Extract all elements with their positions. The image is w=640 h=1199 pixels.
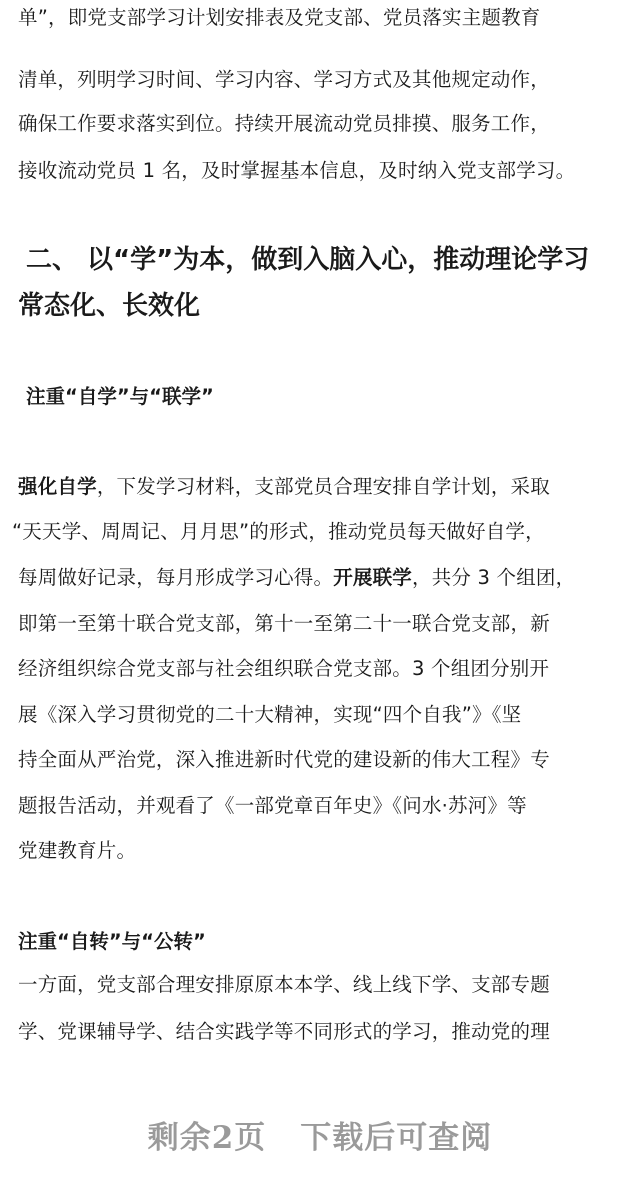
para1-line-4: 即第一至第十联合党支部，第十一至第二十一联合党支部，新 (18, 612, 550, 635)
para1-line-3-pre: 每周做好记录，每月形成学习心得。 (18, 566, 334, 589)
para1-line-9: 党建教育片。 (18, 839, 137, 862)
lead-bold-joint-study: 开展联学 (333, 566, 413, 589)
download-to-view-text: 下载后可查阅 (300, 1120, 493, 1156)
para1-line-3 (18, 564, 628, 592)
lead-bold-self-study: 强化自学 (18, 475, 97, 498)
intro-line-2: 清单，列明学习时间、学习内容、学习方式及其他规定动作， (18, 68, 550, 91)
para1-line-7: 持全面从严治党，深入推进新时代党的建设新的伟大工程》专 (18, 748, 550, 771)
para2-line-2: 学、党课辅导学、结合实践学等不同形式的学习，推动党的理 (18, 1020, 550, 1043)
para1-line-5: 经济组织综合党支部与社会组织联合党支部。3 个组团分别开 (18, 657, 550, 680)
para1-line-1 (18, 473, 628, 501)
intro-line-4: 接收流动党员 1 名，及时掌握基本信息，及时纳入党支部学习。 (18, 159, 576, 182)
subheading-self-study: 注重“自学”与“联学” (26, 385, 214, 408)
para2-line-1: 一方面，党支部合理安排原原本本学、线上线下学、支部专题 (18, 973, 550, 996)
download-notice[interactable] (0, 1112, 640, 1162)
para1-line-6: 展《深入学习贯彻党的二十大精神，实现“四个自我”》《坚 (18, 703, 522, 726)
section-heading-line-1: 二、 以“学”为本，做到入脑入心，推动理论学习 (26, 245, 590, 275)
para1-line-3-post: ，共分 3 个组团， (412, 566, 576, 589)
para1-line-1-text: ，下发学习材料，支部党员合理安排自学计划，采取 (96, 475, 550, 498)
section-heading-line-2: 常态化、长效化 (18, 291, 201, 321)
para1-line-8: 题报告活动，并观看了《一部党章百年史》《问水·苏河》等 (18, 794, 527, 817)
subheading-rotation: 注重“自转”与“公转” (18, 930, 206, 953)
remaining-pages-text: 剩余2页 (147, 1120, 267, 1156)
para1-line-2: “天天学、周周记、月月思”的形式，推动党员每天做好自学， (12, 520, 545, 543)
intro-line-1: 单”，即党支部学习计划安排表及党支部、党员落实主题教育 (18, 6, 541, 29)
intro-line-3: 确保工作要求落实到位。持续开展流动党员排摸、服务工作， (18, 112, 550, 135)
